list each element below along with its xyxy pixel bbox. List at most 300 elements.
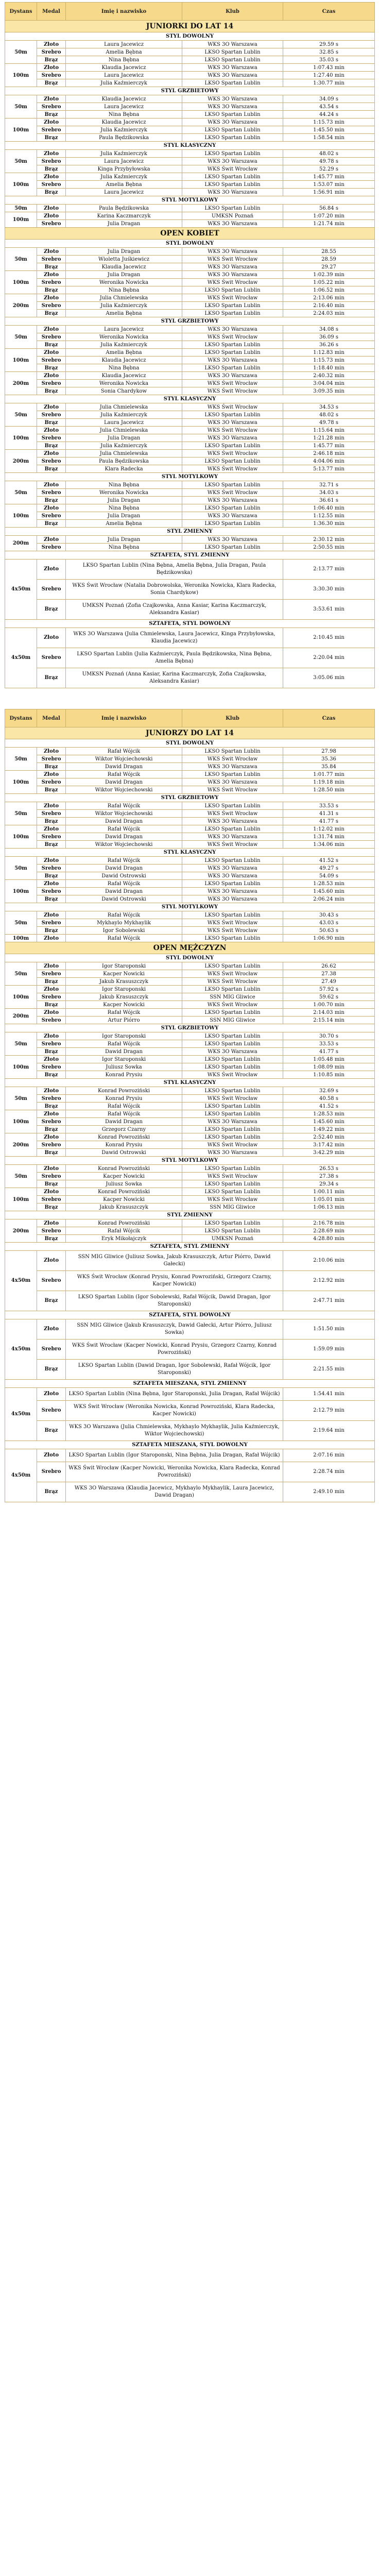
club-cell: WKS Świt Wrocław bbox=[182, 387, 283, 395]
section-row bbox=[5, 942, 375, 954]
club-cell: WKS 3O Warszawa bbox=[182, 189, 283, 196]
relay-team-cell: WKS Świt Wrocław (Weronika Nowicka, Konrad Powroziński, Klara Radecka, Kacper Nowicki) bbox=[66, 1401, 283, 1421]
club-cell: LKSO Spartan Lublin bbox=[182, 544, 283, 551]
distance-cell: 100m bbox=[5, 825, 37, 849]
time-cell: 2:24.03 min bbox=[283, 310, 375, 317]
result-row bbox=[5, 818, 375, 825]
style-row bbox=[5, 954, 375, 962]
time-cell: 1:56.91 min bbox=[283, 189, 375, 196]
time-cell: 28.59 bbox=[283, 256, 375, 263]
time-cell: 1:19.18 min bbox=[283, 778, 375, 786]
result-row bbox=[5, 326, 375, 333]
swimmer-name-cell: Julia Kaźmierczyk bbox=[66, 126, 182, 134]
result-row bbox=[5, 648, 375, 668]
time-cell: 1:12.83 min bbox=[283, 349, 375, 357]
swimmer-name-cell: Julia Dragan bbox=[66, 434, 182, 442]
medal-cell: Srebro bbox=[37, 220, 66, 228]
time-cell: 2:30.12 min bbox=[283, 536, 375, 544]
club-cell: LKSO Spartan Lublin bbox=[182, 286, 283, 294]
time-cell: 2:28.69 min bbox=[283, 1227, 375, 1235]
result-row bbox=[5, 387, 375, 395]
result-row bbox=[5, 993, 375, 1001]
time-cell: 3:17.42 min bbox=[283, 1141, 375, 1149]
distance-cell: 200m bbox=[5, 372, 37, 395]
time-cell: 32.71 s bbox=[283, 481, 375, 489]
medal-cell: Srebro bbox=[37, 380, 66, 387]
medal-cell: Złoto bbox=[37, 1251, 66, 1271]
club-cell: WKS 3O Warszawa bbox=[182, 95, 283, 103]
header-name: Imię i nazwisko bbox=[66, 3, 182, 21]
medal-cell: Brąz bbox=[37, 786, 66, 794]
distance-cell: 100m bbox=[5, 771, 37, 794]
distance-cell: 4x50m bbox=[5, 1388, 37, 1441]
result-row bbox=[5, 825, 375, 833]
medal-cell: Brąz bbox=[37, 111, 66, 118]
section-title: JUNIORKI DO LAT 14 bbox=[5, 21, 375, 32]
section-row bbox=[5, 727, 375, 739]
medal-cell: Złoto bbox=[37, 1032, 66, 1040]
time-cell: 2:10.45 min bbox=[283, 628, 375, 648]
distance-cell: 100m bbox=[5, 986, 37, 1009]
medal-cell: Złoto bbox=[37, 1449, 66, 1462]
result-row bbox=[5, 56, 375, 64]
swimmer-name-cell: Konrad Prysiu bbox=[66, 1071, 182, 1079]
header-medal: Medal bbox=[37, 3, 66, 21]
style-title: STYL GRZBIETOWY bbox=[5, 1024, 375, 1032]
result-row bbox=[5, 1421, 375, 1441]
club-cell: LKSO Spartan Lublin bbox=[182, 205, 283, 212]
club-cell: LKSO Spartan Lublin bbox=[182, 457, 283, 465]
style-title: STYL KLASYCZNY bbox=[5, 395, 375, 403]
result-row bbox=[5, 1340, 375, 1360]
club-cell: WKS 3O Warszawa bbox=[182, 372, 283, 380]
club-cell: LKSO Spartan Lublin bbox=[182, 935, 283, 942]
header-time: Czas bbox=[283, 709, 375, 727]
swimmer-name-cell: Laura Jacewicz bbox=[66, 189, 182, 196]
time-cell: 54.09 s bbox=[283, 872, 375, 880]
swimmer-name-cell: Kacper Nowicki bbox=[66, 1001, 182, 1009]
medal-cell: Srebro bbox=[37, 457, 66, 465]
swimmer-name-cell: Rafał Wójcik bbox=[66, 748, 182, 755]
medal-cell: Złoto bbox=[37, 536, 66, 544]
result-row bbox=[5, 103, 375, 111]
relay-team-cell: WKS Świt Wrocław (Konrad Prysiu, Konrad Powroziński, Grzegorz Czarny, Kacper Nowicki) bbox=[66, 1271, 283, 1291]
result-row bbox=[5, 1071, 375, 1079]
result-row bbox=[5, 427, 375, 434]
medal-cell: Złoto bbox=[37, 857, 66, 865]
style-row bbox=[5, 1079, 375, 1087]
distance-cell: 100m bbox=[5, 64, 37, 87]
medal-cell: Srebro bbox=[37, 357, 66, 364]
time-cell: 2:16.78 min bbox=[283, 1219, 375, 1227]
time-cell: 1:30.77 min bbox=[283, 79, 375, 87]
distance-cell: 100m bbox=[5, 427, 37, 450]
relay-team-cell: LKSO Spartan Lublin (Nina Bębna, Igor Staroponski, Julia Dragan, Rafał Wójcik) bbox=[66, 1388, 283, 1401]
club-cell: UMKSN Poznań bbox=[182, 1235, 283, 1243]
time-cell: 2:21.55 min bbox=[283, 1360, 375, 1380]
time-cell: 2:28.74 min bbox=[283, 1462, 375, 1482]
medal-cell: Srebro bbox=[37, 1141, 66, 1149]
medal-cell: Złoto bbox=[37, 349, 66, 357]
style-row bbox=[5, 1157, 375, 1165]
time-cell: 30.70 s bbox=[283, 1032, 375, 1040]
header-club: Klub bbox=[182, 709, 283, 727]
medal-cell: Srebro bbox=[37, 1016, 66, 1024]
result-row bbox=[5, 1040, 375, 1048]
style-row bbox=[5, 849, 375, 857]
club-cell: WKS Świt Wrocław bbox=[182, 786, 283, 794]
distance-cell: 100m bbox=[5, 349, 37, 372]
medal-cell: Brąz bbox=[37, 497, 66, 504]
swimmer-name-cell: Rafał Wójcik bbox=[66, 911, 182, 919]
swimmer-name-cell: Eryk Mikołajczyk bbox=[66, 1235, 182, 1243]
club-cell: WKS 3O Warszawa bbox=[182, 357, 283, 364]
time-cell: 48.02 s bbox=[283, 411, 375, 419]
swimmer-name-cell: Rafał Wójcik bbox=[66, 1009, 182, 1016]
swimmer-name-cell: Juliusz Sowka bbox=[66, 1180, 182, 1188]
time-cell: 1:07.43 min bbox=[283, 64, 375, 72]
style-row bbox=[5, 551, 375, 560]
swimmer-name-cell: Weronika Nowicka bbox=[66, 279, 182, 286]
time-cell: 2:14.03 min bbox=[283, 1009, 375, 1016]
medal-cell: Złoto bbox=[37, 911, 66, 919]
time-cell: 2:06.24 min bbox=[283, 895, 375, 903]
medal-cell: Srebro bbox=[37, 833, 66, 841]
club-cell: WKS Świt Wrocław bbox=[182, 755, 283, 763]
header-club: Klub bbox=[182, 3, 283, 21]
result-row bbox=[5, 755, 375, 763]
distance-cell: 100m bbox=[5, 504, 37, 528]
swimmer-name-cell: Laura Jacewicz bbox=[66, 103, 182, 111]
result-row bbox=[5, 833, 375, 841]
distance-cell: 100m bbox=[5, 212, 37, 228]
relay-team-cell: WKS Świt Wrocław (Natalia Dobrowolska, Weronika Nowicka, Klara Radecka, Sonia Chardykow) bbox=[66, 580, 283, 600]
time-cell: 29.59 s bbox=[283, 41, 375, 48]
result-row bbox=[5, 865, 375, 872]
result-row bbox=[5, 1388, 375, 1401]
distance-cell: 200m bbox=[5, 1009, 37, 1024]
time-cell: 1:05.22 min bbox=[283, 279, 375, 286]
result-row bbox=[5, 126, 375, 134]
club-cell: WKS Świt Wrocław bbox=[182, 427, 283, 434]
time-cell: 48.02 s bbox=[283, 150, 375, 158]
time-cell: 1:27.40 min bbox=[283, 72, 375, 79]
medal-cell: Złoto bbox=[37, 271, 66, 279]
relay-team-cell: LKSO Spartan Lublin (Igor Staroponski, Nina Bębna, Julia Dragan, Rafał Wójcik) bbox=[66, 1449, 283, 1462]
medal-cell: Srebro bbox=[37, 1227, 66, 1235]
results-table bbox=[5, 709, 375, 1502]
medal-cell: Srebro bbox=[37, 1118, 66, 1126]
club-cell: LKSO Spartan Lublin bbox=[182, 520, 283, 528]
swimmer-name-cell: Laura Jacewicz bbox=[66, 326, 182, 333]
distance-cell: 4x50m bbox=[5, 1319, 37, 1380]
swimmer-name-cell: Nina Bębna bbox=[66, 56, 182, 64]
result-row bbox=[5, 1251, 375, 1271]
medal-cell: Złoto bbox=[37, 150, 66, 158]
time-cell: 2:12.79 min bbox=[283, 1401, 375, 1421]
style-row bbox=[5, 739, 375, 748]
swimmer-name-cell: Dawid Dragan bbox=[66, 778, 182, 786]
time-cell: 35.84 bbox=[283, 763, 375, 771]
club-cell: WKS 3O Warszawa bbox=[182, 833, 283, 841]
time-cell: 34.53 s bbox=[283, 403, 375, 411]
medal-cell: Złoto bbox=[37, 1087, 66, 1095]
swimmer-name-cell: Konrad Powroziński bbox=[66, 1133, 182, 1141]
swimmer-name-cell: Julia Kaźmierczyk bbox=[66, 442, 182, 450]
medal-cell: Brąz bbox=[37, 1103, 66, 1110]
swimmer-name-cell: Dawid Dragan bbox=[66, 1118, 182, 1126]
club-cell: WKS 3O Warszawa bbox=[182, 118, 283, 126]
club-cell: LKSO Spartan Lublin bbox=[182, 349, 283, 357]
style-row bbox=[5, 903, 375, 911]
swimmer-name-cell: Nina Bębna bbox=[66, 111, 182, 118]
result-row bbox=[5, 1110, 375, 1118]
swimmer-name-cell: Weronika Nowicka bbox=[66, 333, 182, 341]
medal-cell: Złoto bbox=[37, 748, 66, 755]
time-cell: 2:10.06 min bbox=[283, 1251, 375, 1271]
style-row bbox=[5, 620, 375, 628]
time-cell: 1:06.52 min bbox=[283, 286, 375, 294]
medal-cell: Brąz bbox=[37, 442, 66, 450]
swimmer-name-cell: Paula Będzikowska bbox=[66, 457, 182, 465]
time-cell: 32.69 s bbox=[283, 1087, 375, 1095]
time-cell: 2:20.04 min bbox=[283, 648, 375, 668]
result-row bbox=[5, 302, 375, 310]
swimmer-name-cell: Konrad Prysiu bbox=[66, 1141, 182, 1149]
medal-cell: Brąz bbox=[37, 1048, 66, 1056]
club-cell: WKS Świt Wrocław bbox=[182, 489, 283, 497]
club-cell: LKSO Spartan Lublin bbox=[182, 1188, 283, 1196]
distance-cell: 4x50m bbox=[5, 628, 37, 688]
time-cell: 27.98 bbox=[283, 748, 375, 755]
style-title: STYL DOWOLNY bbox=[5, 240, 375, 248]
result-row bbox=[5, 520, 375, 528]
time-cell: 3:30.30 min bbox=[283, 580, 375, 600]
result-row bbox=[5, 357, 375, 364]
distance-cell: 100m bbox=[5, 880, 37, 903]
club-cell: WKS 3O Warszawa bbox=[182, 1118, 283, 1126]
medal-cell: Brąz bbox=[37, 600, 66, 620]
medal-cell: Złoto bbox=[37, 560, 66, 580]
swimmer-name-cell: Klaudia Jacewicz bbox=[66, 263, 182, 271]
medal-cell: Brąz bbox=[37, 818, 66, 825]
result-row bbox=[5, 668, 375, 688]
swimmer-name-cell: Nina Bębna bbox=[66, 481, 182, 489]
medal-cell: Złoto bbox=[37, 802, 66, 810]
distance-cell: 50m bbox=[5, 248, 37, 271]
swimmer-name-cell: Igor Staroponski bbox=[66, 962, 182, 970]
time-cell: 41.52 s bbox=[283, 1103, 375, 1110]
distance-cell: 50m bbox=[5, 857, 37, 880]
result-row bbox=[5, 1095, 375, 1103]
result-row bbox=[5, 1056, 375, 1063]
time-cell: 27.38 s bbox=[283, 1173, 375, 1180]
time-cell: 1:06.13 min bbox=[283, 1204, 375, 1211]
style-title: STYL DOWOLNY bbox=[5, 954, 375, 962]
section-row bbox=[5, 21, 375, 32]
style-title: SZTAFETA, STYL DOWOLNY bbox=[5, 1311, 375, 1319]
medal-cell: Srebro bbox=[37, 126, 66, 134]
club-cell: WKS 3O Warszawa bbox=[182, 763, 283, 771]
club-cell: LKSO Spartan Lublin bbox=[182, 126, 283, 134]
result-row bbox=[5, 802, 375, 810]
result-row bbox=[5, 181, 375, 189]
result-row bbox=[5, 189, 375, 196]
swimmer-name-cell: Rafał Wójcik bbox=[66, 935, 182, 942]
medal-cell: Srebro bbox=[37, 1340, 66, 1360]
style-row bbox=[5, 1211, 375, 1219]
club-cell: WKS Świt Wrocław bbox=[182, 279, 283, 286]
result-row bbox=[5, 150, 375, 158]
style-row bbox=[5, 317, 375, 326]
time-cell: 29.34 s bbox=[283, 1180, 375, 1188]
medal-cell: Brąz bbox=[37, 927, 66, 935]
result-row bbox=[5, 1001, 375, 1009]
medal-cell: Złoto bbox=[37, 1009, 66, 1016]
time-cell: 34.09 s bbox=[283, 95, 375, 103]
distance-cell: 100m bbox=[5, 173, 37, 196]
medal-cell: Brąz bbox=[37, 465, 66, 473]
time-cell: 1:15.73 min bbox=[283, 118, 375, 126]
relay-team-cell: WKS Świt Wrocław (Kacper Nowicki, Weronika Nowicka, Klara Radecka, Konrad Powroziński) bbox=[66, 1462, 283, 1482]
result-row bbox=[5, 403, 375, 411]
club-cell: WKS Świt Wrocław bbox=[182, 978, 283, 986]
club-cell: WKS Świt Wrocław bbox=[182, 333, 283, 341]
result-row bbox=[5, 1196, 375, 1204]
style-row bbox=[5, 1024, 375, 1032]
swimmer-name-cell: Nina Bębna bbox=[66, 364, 182, 372]
medal-cell: Złoto bbox=[37, 504, 66, 512]
swimmer-name-cell: Laura Jacewicz bbox=[66, 419, 182, 427]
medal-cell: Brąz bbox=[37, 1291, 66, 1311]
header-row bbox=[5, 3, 375, 21]
medal-cell: Brąz bbox=[37, 872, 66, 880]
style-title: STYL DOWOLNY bbox=[5, 739, 375, 748]
result-row bbox=[5, 165, 375, 173]
relay-team-cell: LKSO Spartan Lublin (Julia Kaźmierczyk, Paula Będzikowska, Nina Bębna, Amelia Bębna) bbox=[66, 648, 283, 668]
result-row bbox=[5, 158, 375, 165]
result-row bbox=[5, 1063, 375, 1071]
relay-team-cell: LKSO Spartan Lublin (Nina Bębna, Amelia Bębna, Julia Dragan, Paula Będzikowska) bbox=[66, 560, 283, 580]
swimmer-name-cell: Julia Kaźmierczyk bbox=[66, 302, 182, 310]
swimmer-name-cell: Klaudia Jacewicz bbox=[66, 95, 182, 103]
style-title: STYL MOTYLKOWY bbox=[5, 473, 375, 481]
section-row bbox=[5, 228, 375, 240]
result-row bbox=[5, 536, 375, 544]
swimmer-name-cell: Julia Kaźmierczyk bbox=[66, 341, 182, 349]
medal-cell: Złoto bbox=[37, 825, 66, 833]
result-row bbox=[5, 1126, 375, 1133]
club-cell: WKS 3O Warszawa bbox=[182, 872, 283, 880]
time-cell: 1:00.70 min bbox=[283, 1001, 375, 1009]
swimmer-name-cell: Julia Chmielewska bbox=[66, 294, 182, 302]
club-cell: LKSO Spartan Lublin bbox=[182, 341, 283, 349]
medal-cell: Brąz bbox=[37, 1235, 66, 1243]
club-cell: WKS Świt Wrocław bbox=[182, 1196, 283, 1204]
medal-cell: Srebro bbox=[37, 993, 66, 1001]
result-row bbox=[5, 341, 375, 349]
relay-team-cell: WKS 3O Warszawa (Klaudia Jacewicz, Mykhaylo Mykhaylik, Laura Jacewicz, Dawid Dragan) bbox=[66, 1482, 283, 1502]
time-cell: 1:45.60 min bbox=[283, 888, 375, 895]
result-row bbox=[5, 970, 375, 978]
club-cell: LKSO Spartan Lublin bbox=[182, 880, 283, 888]
club-cell: LKSO Spartan Lublin bbox=[182, 181, 283, 189]
result-row bbox=[5, 1165, 375, 1173]
swimmer-name-cell: Dawid Ostrowski bbox=[66, 1149, 182, 1157]
swimmer-name-cell: Paula Będzikowska bbox=[66, 205, 182, 212]
distance-cell: 100m bbox=[5, 935, 37, 942]
club-cell: LKSO Spartan Lublin bbox=[182, 134, 283, 142]
style-row bbox=[5, 473, 375, 481]
distance-cell: 50m bbox=[5, 962, 37, 986]
swimmer-name-cell: Weronika Nowicka bbox=[66, 489, 182, 497]
time-cell: 4:04.06 min bbox=[283, 457, 375, 465]
swimmer-name-cell: Nina Bębna bbox=[66, 286, 182, 294]
club-cell: WKS 3O Warszawa bbox=[182, 263, 283, 271]
medal-cell: Brąz bbox=[37, 79, 66, 87]
result-row bbox=[5, 41, 375, 48]
time-cell: 49.78 s bbox=[283, 419, 375, 427]
medal-cell: Srebro bbox=[37, 1271, 66, 1291]
medal-cell: Srebro bbox=[37, 1063, 66, 1071]
distance-cell: 50m bbox=[5, 1032, 37, 1056]
style-title: SZTAFETA MIESZANA, STYL DOWOLNY bbox=[5, 1441, 375, 1449]
swimmer-name-cell: Konrad Powroziński bbox=[66, 1087, 182, 1095]
result-row bbox=[5, 1149, 375, 1157]
club-cell: LKSO Spartan Lublin bbox=[182, 310, 283, 317]
swimmer-name-cell: Jakub Krasuszczyk bbox=[66, 978, 182, 986]
medal-cell: Srebro bbox=[37, 1173, 66, 1180]
result-row bbox=[5, 911, 375, 919]
medal-cell: Srebro bbox=[37, 279, 66, 286]
time-cell: 1:53.07 min bbox=[283, 181, 375, 189]
medal-cell: Srebro bbox=[37, 1401, 66, 1421]
time-cell: 1:58.54 min bbox=[283, 134, 375, 142]
relay-team-cell: SSN MIG Gliwice (Jakub Krasuszczyk, Dawid Gałecki, Artur Piórro, Juliusz Sowka) bbox=[66, 1319, 283, 1340]
medal-cell: Brąz bbox=[37, 189, 66, 196]
result-row bbox=[5, 771, 375, 778]
header-dist: Dystans bbox=[5, 3, 37, 21]
time-cell: 44.24 s bbox=[283, 111, 375, 118]
medal-cell: Brąz bbox=[37, 668, 66, 688]
result-row bbox=[5, 935, 375, 942]
distance-cell: 4x50m bbox=[5, 1449, 37, 1502]
swimmer-name-cell: Laura Jacewicz bbox=[66, 158, 182, 165]
medal-cell: Brąz bbox=[37, 1001, 66, 1009]
result-row bbox=[5, 1204, 375, 1211]
club-cell: LKSO Spartan Lublin bbox=[182, 79, 283, 87]
medal-cell: Złoto bbox=[37, 403, 66, 411]
time-cell: 2:13.06 min bbox=[283, 294, 375, 302]
time-cell: 2:49.10 min bbox=[283, 1482, 375, 1502]
medal-cell: Złoto bbox=[37, 173, 66, 181]
result-row bbox=[5, 1103, 375, 1110]
swimmer-name-cell: Julia Kaźmierczyk bbox=[66, 411, 182, 419]
club-cell: LKSO Spartan Lublin bbox=[182, 1110, 283, 1118]
club-cell: WKS Świt Wrocław bbox=[182, 450, 283, 457]
distance-cell: 50m bbox=[5, 911, 37, 935]
club-cell: LKSO Spartan Lublin bbox=[182, 771, 283, 778]
club-cell: WKS 3O Warszawa bbox=[182, 512, 283, 520]
club-cell: WKS Świt Wrocław bbox=[182, 841, 283, 849]
result-row bbox=[5, 1048, 375, 1056]
swimmer-name-cell: Dawid Ostrowski bbox=[66, 872, 182, 880]
club-cell: WKS 3O Warszawa bbox=[182, 64, 283, 72]
style-row bbox=[5, 32, 375, 41]
club-cell: SSN MIG Gliwice bbox=[182, 1016, 283, 1024]
time-cell: 1:59.09 min bbox=[283, 1340, 375, 1360]
time-cell: 49.78 s bbox=[283, 158, 375, 165]
